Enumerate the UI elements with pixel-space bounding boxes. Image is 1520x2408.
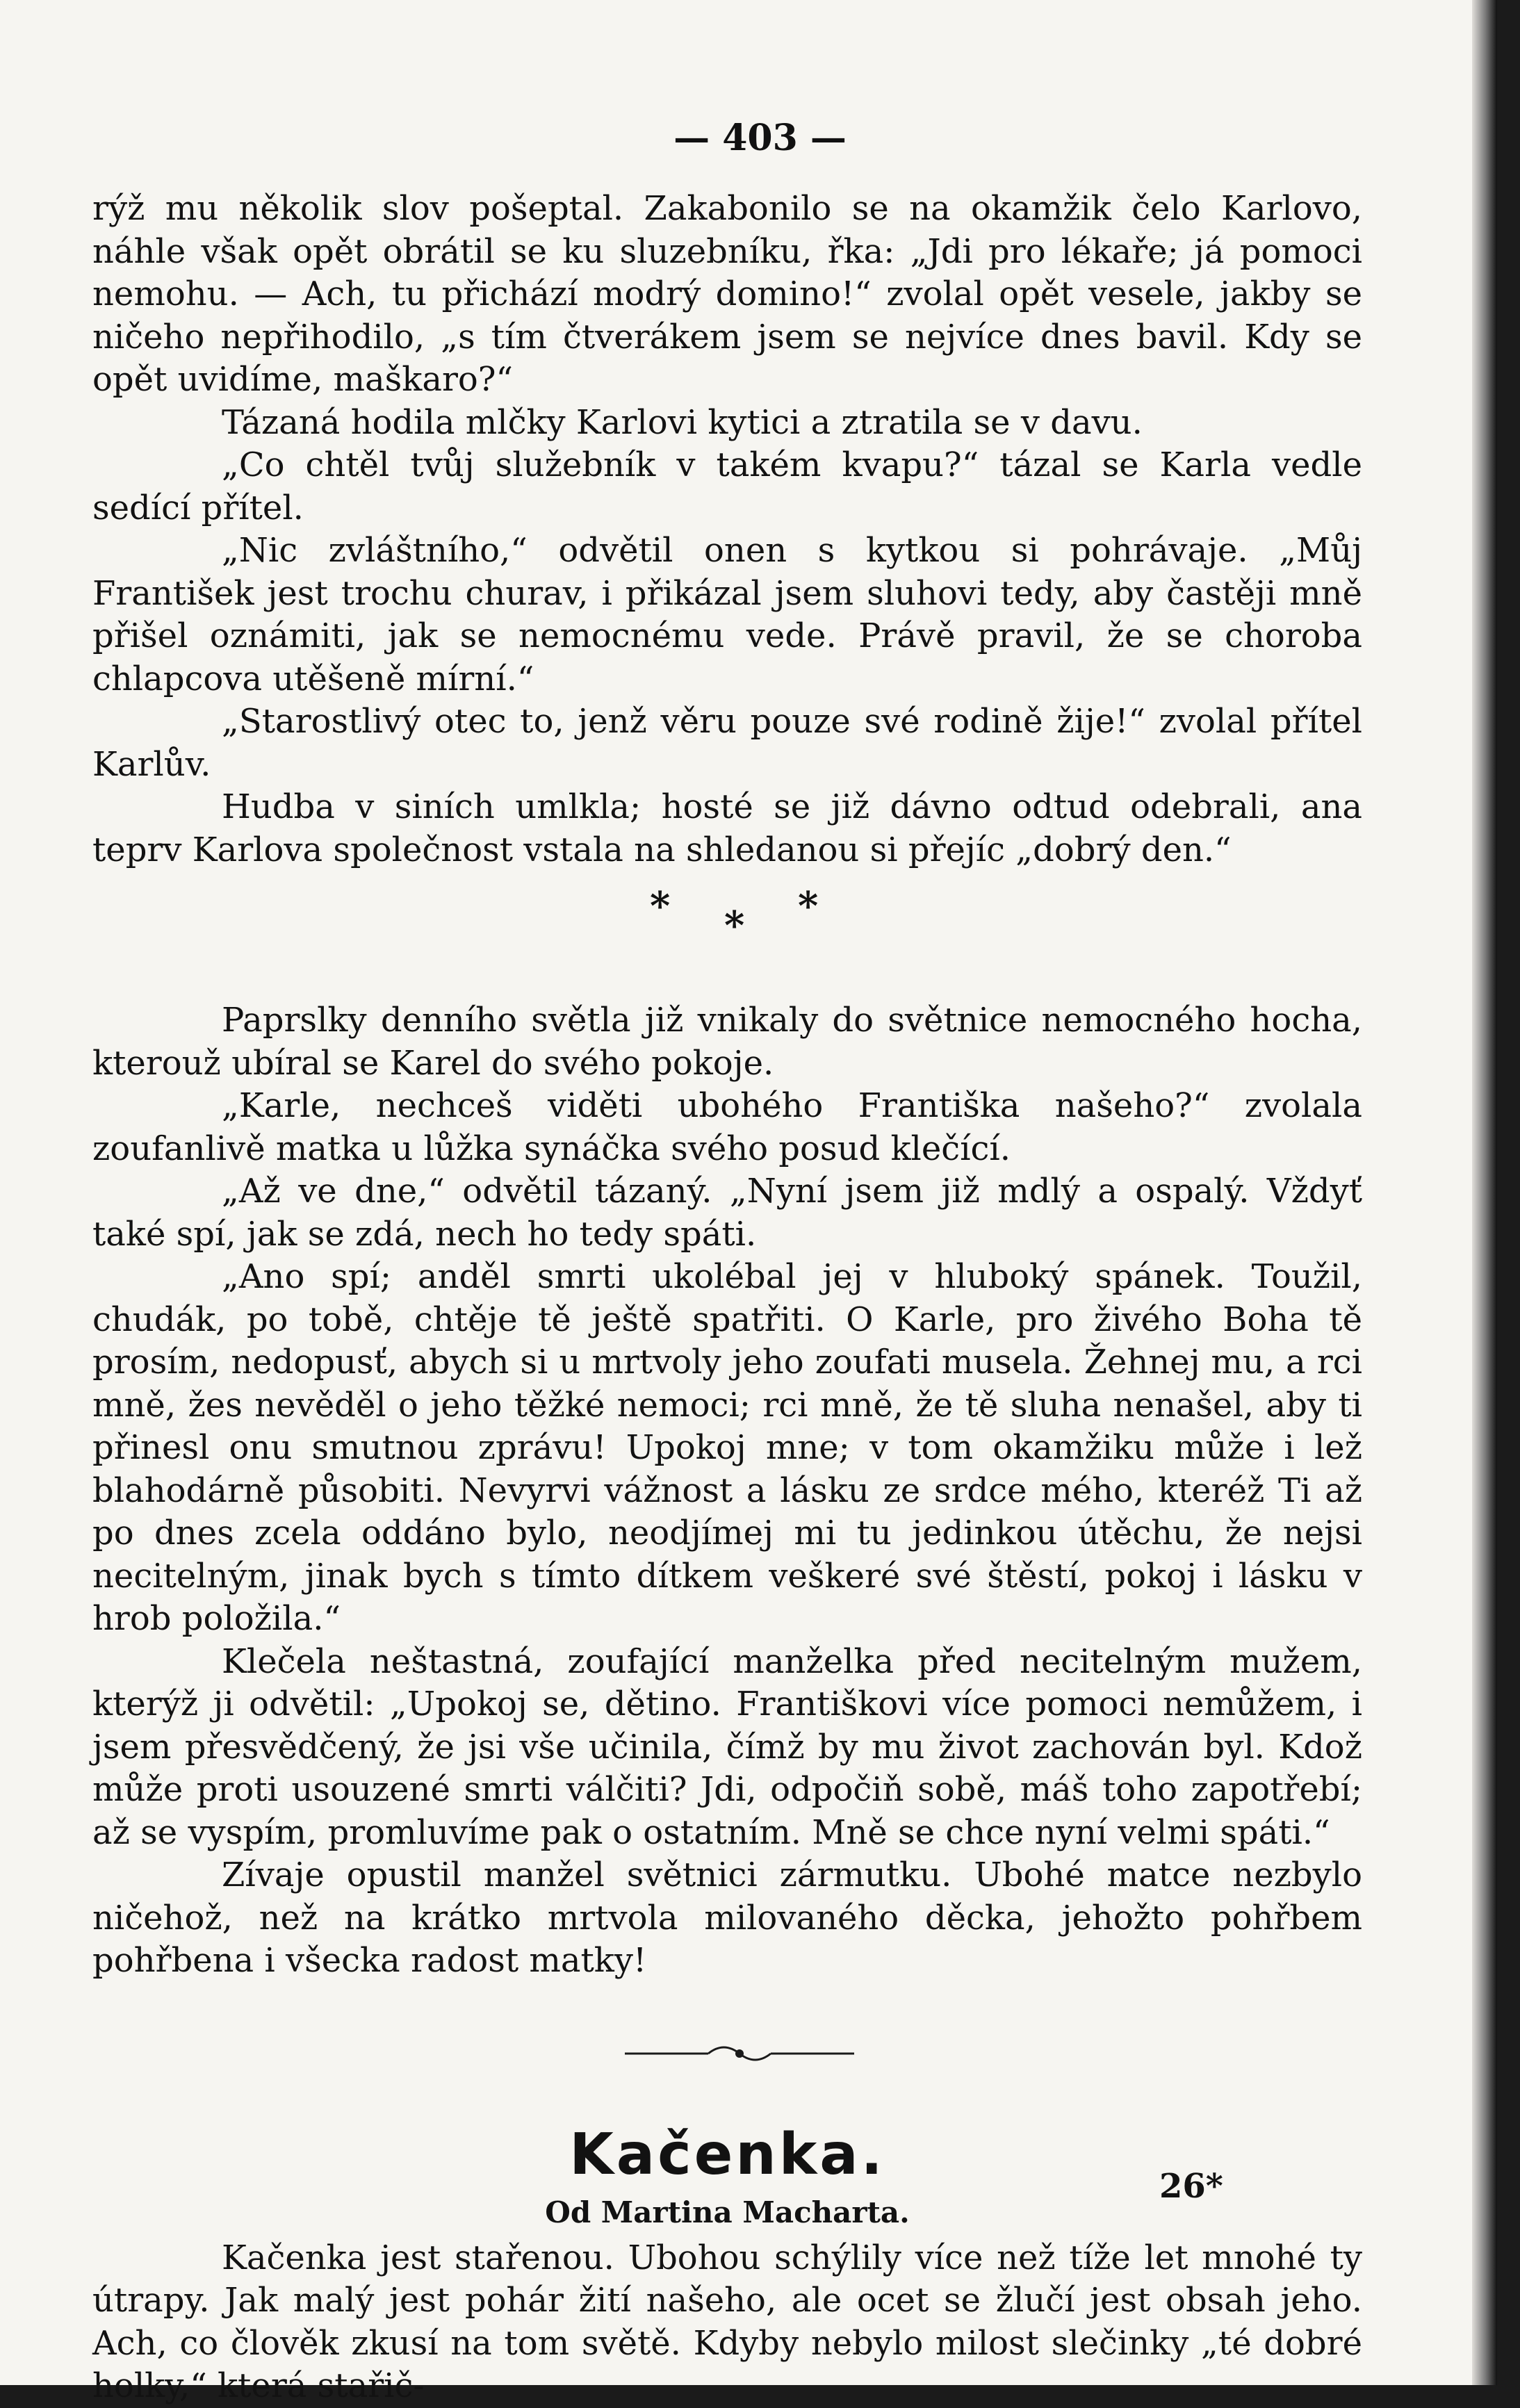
ornamental-divider <box>92 1983 1362 2122</box>
page-edge-shadow <box>1472 0 1497 2385</box>
separator-asterisk: * <box>798 883 819 929</box>
paragraph: „Co chtěl tvůj služebník v takém kvapu?“ tázal se Karla vedle sedící přítel. <box>92 445 1362 527</box>
page-number: — 403 — <box>673 117 847 159</box>
ornament-rule-icon <box>625 2045 854 2062</box>
separator-asterisk: * <box>724 903 745 949</box>
paragraph: rýž mu několik slov pošeptal. Zakabonilo se na okamžik čelo Karlovo, náhle však opět obrátil se ku sluzebníku, řka: „Jdi pro lékaře; já pomoci nemohu. — Ach, tu přichází modrý domino!“ zvolal opět vesele, jakby se ničeho nepřihodilo, „s tím čtverákem jsem se nejvíce dnes bavil. Kdy se opět uvidíme, maškaro?“ <box>92 189 1362 399</box>
paragraph: Hudba v siních umlkla; hosté se již dávno odtud odebrali, ana teprv Karlova společnost vstala na shledanou si přejíc „dobrý den.“ <box>92 787 1362 869</box>
paragraph: „Nic zvláštního,“ odvětil onen s kytkou si pohrávaje. „Můj František jest trochu churav, i přikázal jsem sluhovi tedy, aby častěji mně přišel oznámiti, jak se nemocnému vede. Právě pravil, že se choroba chlapcova utěšeně mírní.“ <box>92 531 1362 698</box>
paragraph: „Až ve dne,“ odvětil tázaný. „Nyní jsem již mdlý a ospalý. Vždyť také spí, jak se zdá, nech ho tedy spáti. <box>92 1172 1362 1254</box>
paragraph: „Ano spí; anděl smrti ukolébal jej v hluboký spánek. Toužil, chudák, po tobě, chtěje tě ještě spatřiti. O Karle, pro živého Boha tě prosím, nedopusť, abych si u mrtvoly jeho zoufati musela. Žehnej mu, a rci mně, žes nevěděl o jeho těžké nemoci; rci mně, že tě sluha nenašel, aby ti přinesl onu smutnou zprávu! Upokoj mne; v tom okamžiku může i lež blahodárně působiti. Nevyrvi vážnost a lásku ze srdce mého, kteréž Ti až po dnes zcela oddáno bylo, neodjímej mi tu jedinkou útěchu, že nejsi necitelným, jinak bych s tímto dítkem veškeré své štěstí, pokoj i lásku v hrob položila.“ <box>92 1257 1362 1638</box>
text-block <box>92 188 1362 2408</box>
article-title: Kačenka. <box>569 2121 885 2188</box>
article-byline: Od Martina Macharta. <box>545 2195 910 2229</box>
paragraph: „Starostlivý otec to, jenž věru pouze své rodině žije!“ zvolal přítel Karlův. <box>92 702 1362 784</box>
paragraph: „Karle, nechceš viděti ubohého Františka našeho?“ zvolala zoufanlivě matka u lůžka synáčka svého posud klečící. <box>92 1086 1362 1168</box>
paragraph: Tázaná hodila mlčky Karlovi kytici a ztratila se v davu. <box>222 402 1143 442</box>
paragraph: Kačenka jest stařenou. Ubohou schýlily více než tíže let mnohé ty útrapy. Jak malý jest pohár žití našeho, ale ocet se žlučí jest obsah jeho. Ach, co člověk zkusí na tom světě. Kdyby nebylo milost slečinky „té dobré holky,“ která stařič- <box>92 2238 1362 2405</box>
paragraph: Zívaje opustil manžel světnici zármutku. Ubohé matce nezbylo ničehož, než na krátko mrtvola milovaného děcka, jehožto pohřbem pohřbena i všecka radost matky! <box>92 1856 1362 1980</box>
paragraph: Paprslky denního světla již vnikaly do světnice nemocného hocha, kterouž ubíral se Karel do svého pokoje. <box>92 1001 1362 1083</box>
paragraph: Klečela neštastná, zoufající manželka před necitelným mužem, kterýž ji odvětil: „Upokoj se, dětino. Františkovi více pomoci nemůžem, i jsem přesvědčený, že jsi vše učinila, čímž by mu život zachován byl. Kdož může proti usouzené smrti válčiti? Jdi, odpočiň sobě, máš toho zapotřebí; až se vyspím, promluvíme pak o ostatním. Mně se chce nyní velmi spáti.“ <box>92 1641 1362 1852</box>
section-separator <box>92 871 1362 999</box>
signature-mark: 26* <box>1159 2167 1223 2206</box>
separator-asterisk: * <box>650 883 671 929</box>
